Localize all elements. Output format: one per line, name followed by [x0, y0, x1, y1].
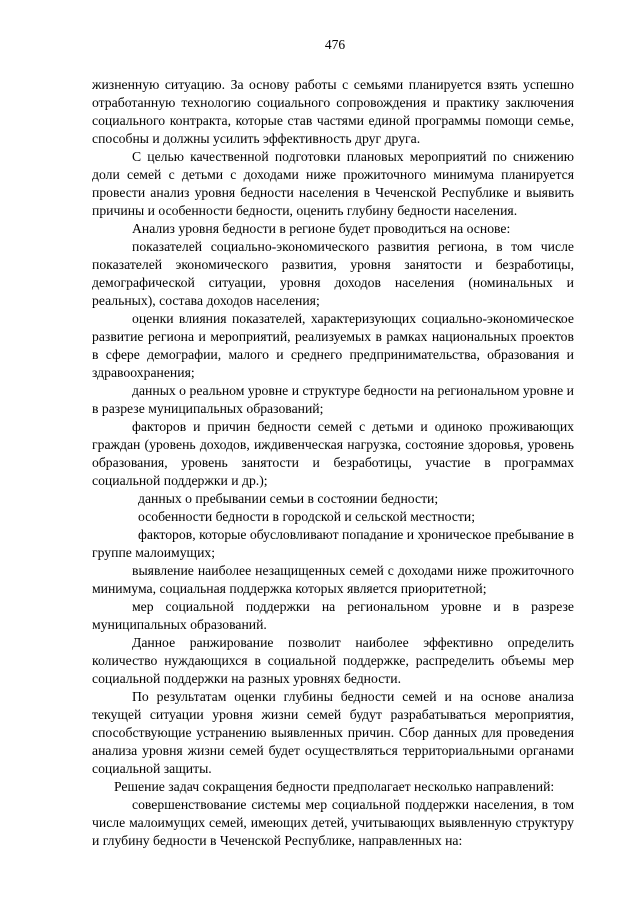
list-item: мер социальной поддержки на региональном уровне и в разрезе муниципальных образований. — [92, 599, 574, 632]
list-item: совершенствование системы мер социальной поддержки населения, в том числе малоимущих семей, имеющих детей, учитывающих выявленную структуру и глубину бедности в Чеченской Республике, направленных на: — [92, 797, 574, 848]
list-item: оценки влияния показателей, характеризующих социально-экономическое развитие региона и мероприятий, реализуемых в рамках национальных проектов в сфере демографии, малого и среднего предпринимательства, образования и здравоохранения; — [92, 311, 574, 380]
list-item: факторов и причин бедности семей с детьми и одиноко проживающих граждан (уровень доходов, иждивенческая нагрузка, состояние здоровья, уровень образования, уровень занятости и безработицы, участие в программах социальной поддержки и др.); — [92, 419, 574, 488]
paragraph: Решение задач сокращения бедности предполагает несколько направлений: — [114, 779, 555, 794]
list-item: данных о реальном уровне и структуре бедности на региональном уровне и в разрезе муниципальных образований; — [92, 383, 574, 416]
list-item: показателей социально-экономического развития региона, в том числе показателей экономического развития, уровня занятости и безработицы, демографической ситуации, уровня доходов населения (номинальных и реальных), состава доходов населения; — [92, 239, 574, 308]
list-item: факторов, которые обусловливают попадание и хроническое пребывание в группе малоимущих; — [92, 527, 574, 560]
page-number: 476 — [324, 37, 346, 52]
paragraph: жизненную ситуацию. За основу работы с семьями планируется взять успешно отработанную технологию социального сопровождения и практику заключения социального контракта, которые став частями единой программы помощи семье, способны и должны усилить эффективность друг друга. — [92, 77, 574, 146]
paragraph: По результатам оценки глубины бедности семей и на основе анализа текущей ситуации уровня жизни семей будут разрабатываться мероприятия, способствующие устранению выявленных причин. Сбор данных для проведения анализа уровня жизни семей будет осуществляться территориальными органами социальной защиты. — [92, 689, 574, 776]
paragraph: Анализ уровня бедности в регионе будет проводиться на основе: — [132, 221, 511, 236]
list-item: данных о пребывании семьи в состоянии бедности; — [138, 491, 439, 506]
list-item: выявление наиболее незащищенных семей с доходами ниже прожиточного минимума, социальная поддержка которых является приоритетной; — [92, 563, 574, 596]
list-item: особенности бедности в городской и сельской местности; — [138, 509, 476, 524]
paragraph: Данное ранжирование позволит наиболее эффективно определить количество нуждающихся в социальной поддержке, распределить объемы мер социальной поддержки на разных уровнях бедности. — [92, 635, 574, 686]
paragraph: С целью качественной подготовки плановых мероприятий по снижению доли семей с детьми с доходами ниже прожиточного минимума планируется провести анализ уровня бедности населения в Чеченской Республике и выявить причины и особенности бедности, оценить глубину бедности населения. — [92, 149, 574, 218]
